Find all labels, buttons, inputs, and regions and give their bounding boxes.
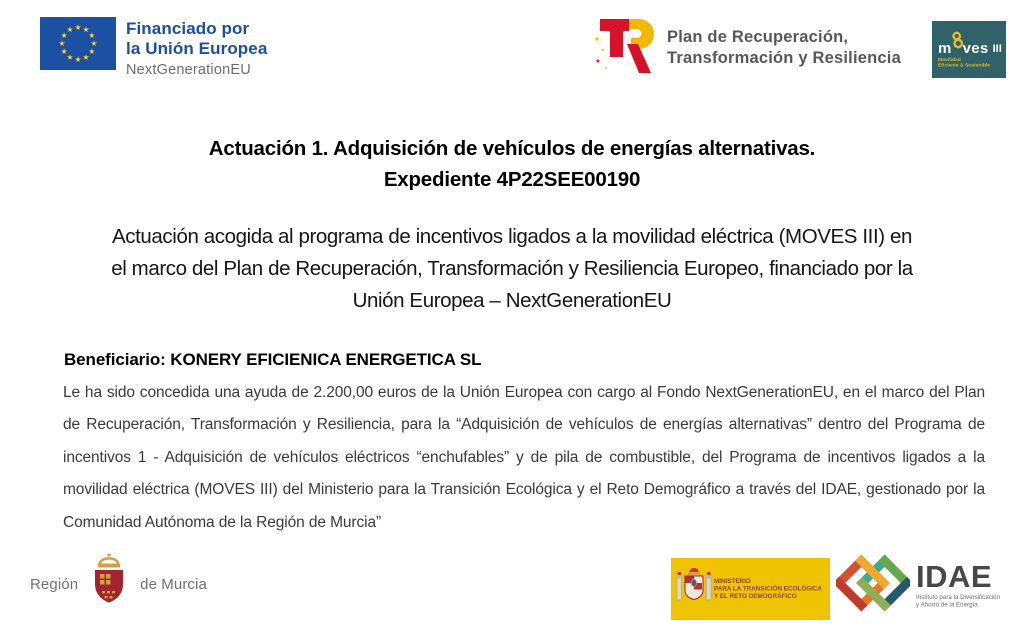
eu-funding-logo	[40, 17, 267, 78]
region-de-murcia-logo	[30, 552, 207, 616]
idae-text	[916, 558, 1024, 610]
prtr-line1: Plan de Recuperación,	[667, 27, 849, 46]
murcia-shield-icon	[85, 551, 133, 617]
page-title	[0, 133, 1024, 195]
prtr-tr-icon	[594, 13, 658, 82]
idae-logo	[836, 551, 1024, 620]
moves-brand-iii: III	[992, 42, 1002, 55]
moves-brand-m: m	[938, 39, 952, 57]
moves-brand	[938, 31, 1000, 55]
moves-tagline-line1: Movilidad	[938, 55, 961, 62]
eu-funding-text	[126, 17, 267, 78]
idae-tagline-line1: Instituto para la Diversificación	[916, 593, 1001, 601]
moves-loop-icon	[952, 31, 963, 55]
idae-rings-icon	[836, 551, 910, 620]
beneficiary-line: Beneficiario: KONERY EFICIENICA ENERGETICA SL	[64, 350, 482, 369]
lead-paragraph	[0, 221, 1024, 317]
prtr-text	[667, 27, 901, 69]
murcia-label-left: Región	[30, 575, 79, 593]
nextgenerationeu-label: NextGenerationEU	[126, 62, 251, 78]
lead-line1: Actuación acogida al programa de incentivos ligados a la movilidad eléctrica (MOVES III) en	[112, 225, 912, 248]
title-line1: Actuación 1. Adquisición de vehículos de energías alternativas.	[208, 137, 816, 160]
moves-iii-logo	[932, 21, 1006, 78]
lead-line2: el marco del Plan de Recuperación, Transformación y Resiliencia Europeo, financiado por la	[111, 257, 913, 280]
spain-coat-of-arms-icon	[676, 562, 712, 617]
moves-brand-ves: ves	[962, 39, 989, 57]
ministerio-logo	[671, 558, 830, 620]
ministerio-line1: MINISTERIO	[714, 577, 751, 585]
prtr-logo	[594, 13, 901, 82]
ministerio-line2: PARA LA TRANSICIÓN ECOLÓGICA	[714, 585, 822, 593]
moves-tagline	[938, 57, 1000, 69]
title-line2-expediente: Expediente 4P22SEE00190	[383, 168, 641, 191]
idae-tagline-line2: y Ahorro de la Energía	[916, 600, 978, 608]
ministerio-line3: Y EL RETO DEMOGRÁFICO	[714, 592, 797, 600]
idae-wordmark: IDAE	[916, 558, 993, 594]
ministerio-text	[714, 570, 826, 608]
moves-tagline-line2: Eficiente & Sostenible	[938, 61, 990, 67]
murcia-label-right: de Murcia	[140, 575, 207, 593]
grant-body-paragraph: Le ha sido concedida una ayuda de 2.200,00 euros de la Unión Europea con cargo al Fondo NextGenerationEU, en el marco del Plan de Recuperación, Transformación y Resiliencia, para la “Adquisición de vehículos de energías alternativas” dentro del Programa de incentivos 1 - Adquisición de vehículos eléctricos “enchufables” y de pila de combustible, del Programa de incentivos ligados a la movilidad eléctrica (MOVES III) del Ministerio para la Transición Ecológica y el Reto Demográfico a través del IDAE, gestionado por la Comunidad Autónoma de la Región de Murcia”	[63, 384, 985, 531]
eu-funding-line2: la Unión Europea	[126, 39, 268, 58]
lead-line3: Unión Europea – NextGenerationEU	[352, 289, 672, 312]
prtr-line2: Transformación y Resiliencia	[667, 48, 901, 67]
eu-funding-line1: Financiado por	[126, 19, 250, 38]
eu-flag-icon	[40, 17, 116, 78]
